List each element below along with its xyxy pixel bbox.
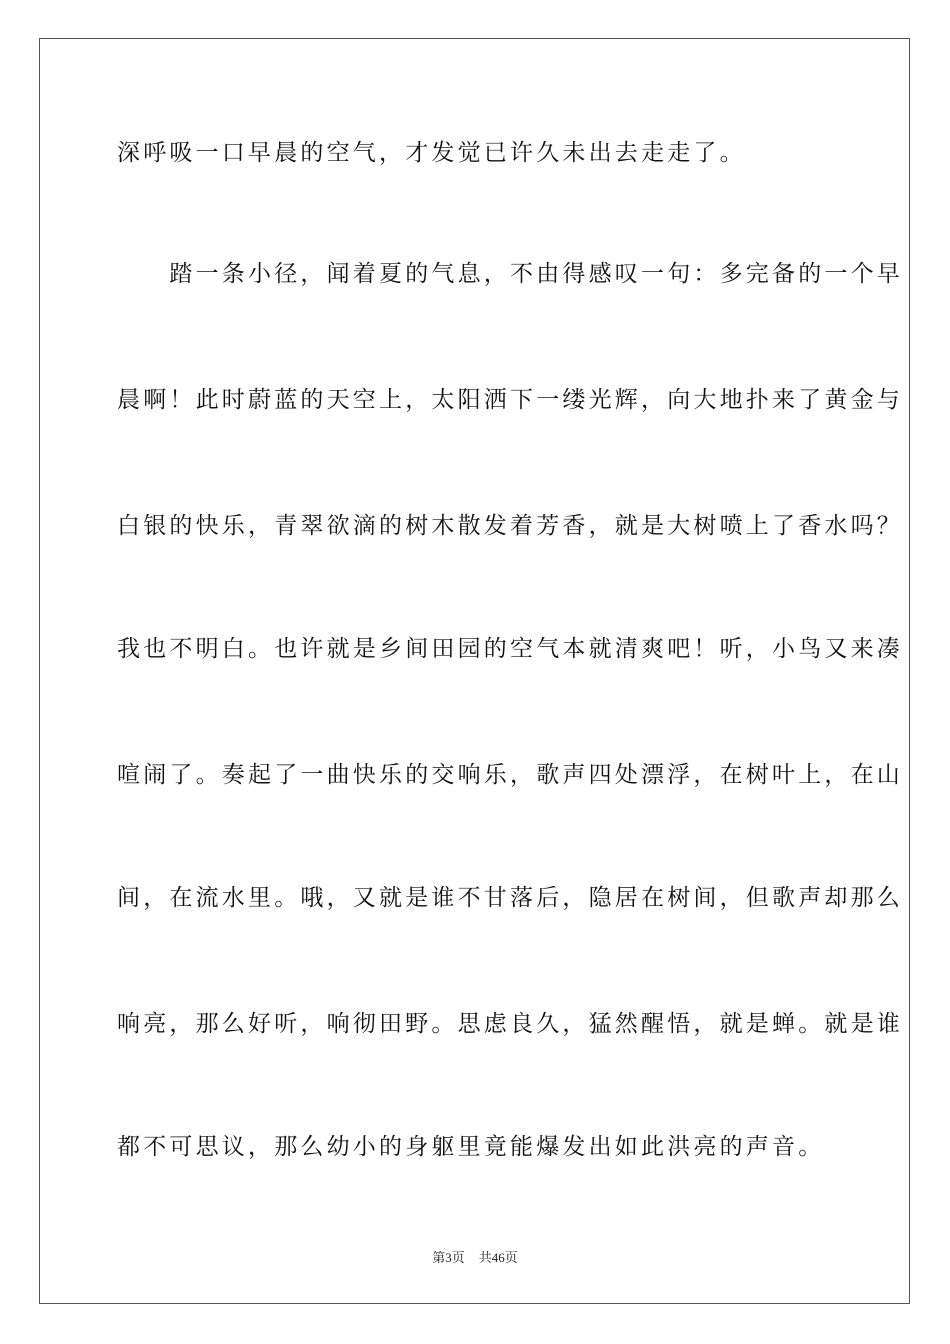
page-number: 第3页 bbox=[432, 1250, 465, 1265]
text-line: 晨啊！此时蔚蓝的天空上，太阳洒下一缕光辉，向大地扑来了黄金与 bbox=[117, 387, 903, 413]
text-line: 深呼吸一口早晨的空气，才发觉已许久未出去走走了。 bbox=[117, 140, 746, 166]
text-line: 踏一条小径，闻着夏的气息，不由得感叹一句：多完备的一个早 bbox=[117, 261, 903, 287]
text-line: 我也不明白。也许就是乡间田园的空气本就清爽吧！听，小鸟又来凑 bbox=[117, 636, 903, 662]
page-footer bbox=[0, 1247, 950, 1266]
total-pages: 共46页 bbox=[478, 1250, 518, 1265]
text-line: 都不可思议，那么幼小的身躯里竟能爆发出如此洪亮的声音。 bbox=[117, 1134, 825, 1160]
page-border bbox=[39, 38, 910, 1304]
text-line: 响亮，那么好听，响彻田野。思虑良久，猛然醒悟，就是蝉。就是谁 bbox=[117, 1011, 903, 1037]
text-line: 间，在流水里。哦，又就是谁不甘落后，隐居在树间，但歌声却那么 bbox=[117, 885, 903, 911]
text-line: 喧闹了。奏起了一曲快乐的交响乐，歌声四处漂浮，在树叶上，在山 bbox=[117, 762, 903, 788]
text-line: 白银的快乐，青翠欲滴的树木散发着芳香，就是大树喷上了香水吗？ bbox=[117, 513, 903, 539]
